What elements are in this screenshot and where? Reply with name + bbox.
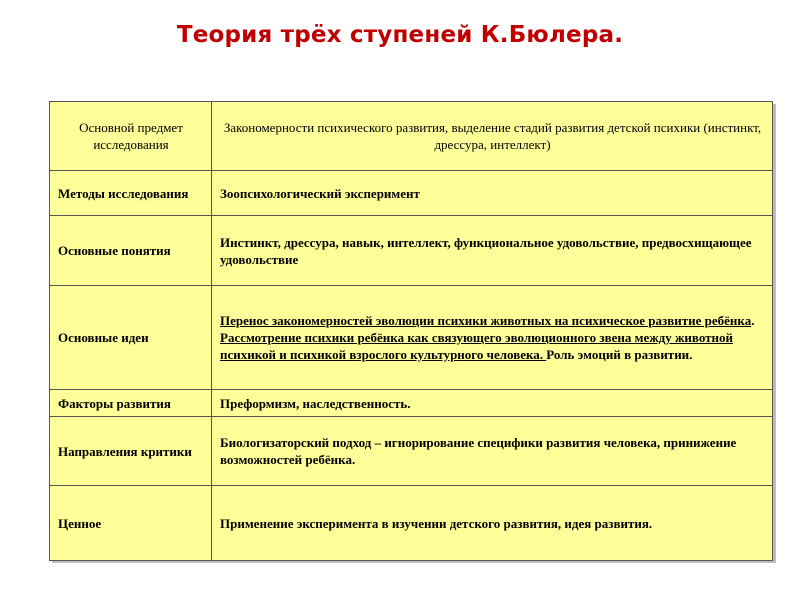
table-row [50, 171, 773, 216]
table-row [50, 286, 773, 390]
ideas-part-emotions: Роль эмоций в развитии. [546, 347, 693, 362]
table-row [50, 216, 773, 286]
row-value-valuable: Применение эксперимента в изучении детского развития, идея развития. [212, 486, 773, 561]
row-value-factors: Преформизм, наследственность. [212, 390, 773, 417]
ideas-part-link: Рассмотрение психики ребёнка как связующего эволюционного звена между животной психикой и психикой взрослого культурного человека. [220, 330, 734, 362]
row-key-factors: Факторы развития [50, 390, 212, 417]
theory-table [49, 101, 773, 561]
row-key-criticism: Направления критики [50, 417, 212, 486]
row-key-valuable: Ценное [50, 486, 212, 561]
ideas-part-separator: . [751, 313, 755, 328]
slide-title: Теория трёх ступеней К.Бюлера. [176, 22, 624, 48]
table-row [50, 486, 773, 561]
table-row [50, 390, 773, 417]
row-key-ideas: Основные идеи [50, 286, 212, 390]
comparison-table-frame [49, 101, 773, 560]
row-value-criticism: Биологизаторский подход – игнорирование специфики развития человека, принижение возможностей ребёнка. [212, 417, 773, 486]
row-value-ideas [212, 286, 773, 390]
row-key-methods: Методы исследования [50, 171, 212, 216]
row-key-subject: Основной предмет исследования [50, 102, 212, 171]
ideas-part-transfer: Перенос закономерностей эволюции психики животных на психическое развитие ребёнка [220, 313, 752, 328]
row-value-concepts: Инстинкт, дрессура, навык, интеллект, функциональное удовольствие, предвосхищающее удовольствие [212, 216, 773, 286]
row-key-concepts: Основные понятия [50, 216, 212, 286]
table-row [50, 417, 773, 486]
table-row [50, 102, 773, 171]
row-value-methods: Зоопсихологический эксперимент [212, 171, 773, 216]
row-value-subject: Закономерности психического развития, выделение стадий развития детской психики (инстинкт, дрессура, интеллект) [212, 102, 773, 171]
